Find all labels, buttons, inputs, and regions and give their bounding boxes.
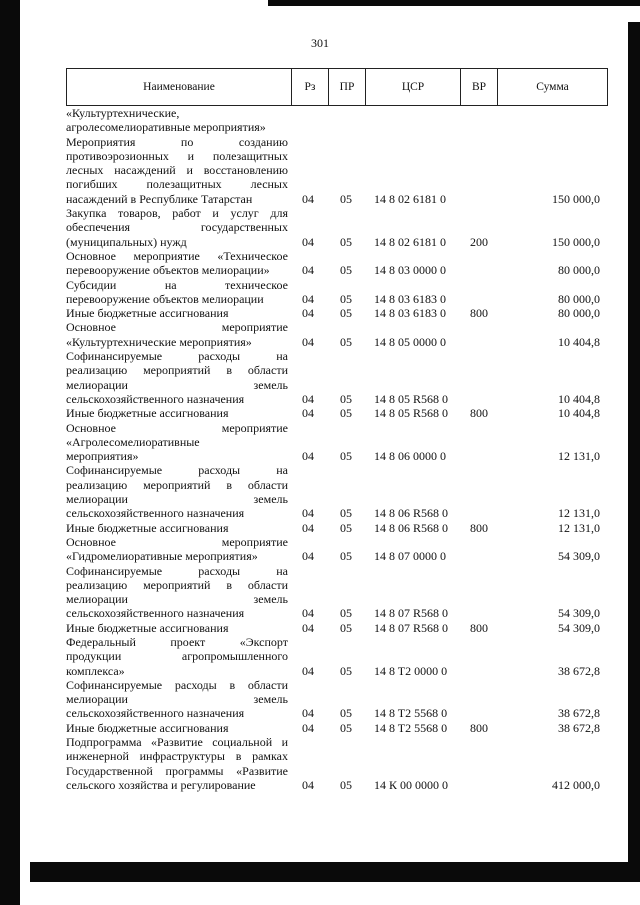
row-name-line: реализацию мероприятий в области — [66, 363, 288, 378]
row-name — [66, 735, 288, 792]
row-name-line: Федеральный проект «Экспорт — [66, 634, 288, 649]
cell-sum: 412 000,0 — [552, 777, 600, 792]
cell-rz: 04 — [302, 263, 314, 278]
cell-sum: 54 309,0 — [558, 620, 600, 635]
cell-csr: 14 8 05 R568 0 — [374, 406, 449, 421]
table-row — [66, 349, 606, 406]
table-row — [66, 463, 606, 520]
cell-vr: 800 — [470, 406, 488, 421]
table-row — [66, 421, 606, 464]
cell-csr: 14 8 05 R568 0 — [374, 391, 449, 406]
row-name — [66, 535, 288, 564]
row-name-line: сельского хозяйства и регулирование — [66, 777, 256, 792]
row-name-line: «Гидромелиоративные мероприятия» — [66, 549, 258, 564]
cell-vr — [464, 263, 494, 277]
cell-vr — [464, 778, 494, 792]
row-name — [66, 521, 288, 535]
cell-sum: 80 000,0 — [558, 263, 600, 278]
row-name-line: Основное мероприятие «Техническое — [66, 248, 288, 263]
row-name-line: мелиорации земель — [66, 377, 288, 392]
cell-vr — [464, 449, 494, 463]
row-name-line: Основное мероприятие — [66, 420, 288, 435]
cell-pr: 05 — [340, 620, 352, 635]
cell-pr: 05 — [340, 263, 352, 278]
cell-pr: 05 — [340, 706, 352, 721]
cell-csr: 14 8 06 R568 0 — [374, 506, 449, 521]
cell-pr: 05 — [340, 506, 352, 521]
cell-vr — [464, 392, 494, 406]
row-name-line: Иные бюджетные ассигнования — [66, 306, 229, 321]
cell-sum: 150 000,0 — [552, 191, 600, 206]
table-row — [66, 721, 606, 735]
table-row — [66, 635, 606, 678]
cell-rz: 04 — [302, 449, 314, 464]
cell-pr: 05 — [340, 606, 352, 621]
row-name-line: Софинансируемые расходы на — [66, 463, 288, 478]
row-name — [66, 106, 288, 135]
cell-csr: 14 8 03 6183 0 — [374, 306, 446, 321]
cell-pr: 05 — [340, 291, 352, 306]
cell-sum: 38 672,8 — [558, 663, 600, 678]
row-name-line: «Культуртехнические мероприятия» — [66, 334, 252, 349]
row-name-line: комплекса» — [66, 663, 125, 678]
cell-rz: 04 — [302, 234, 314, 249]
cell-pr: 05 — [340, 720, 352, 735]
table-row — [66, 206, 606, 249]
header-csr: ЦСР — [365, 68, 461, 106]
cell-csr: 14 8 07 R568 0 — [374, 606, 449, 621]
row-name — [66, 206, 288, 249]
row-name — [66, 278, 288, 307]
cell-vr — [464, 120, 494, 134]
cell-vr — [464, 192, 494, 206]
cell-vr: 800 — [470, 520, 488, 535]
header-name: Наименование — [66, 68, 292, 106]
cell-vr — [464, 292, 494, 306]
row-name-line: обеспечения государственных — [66, 220, 288, 235]
row-name-line: перевооружение объектов мелиорации» — [66, 263, 270, 278]
row-name — [66, 621, 288, 635]
cell-rz: 04 — [302, 306, 314, 321]
cell-pr: 05 — [340, 391, 352, 406]
header-sum: Сумма — [497, 68, 608, 106]
row-name-line: (муниципальных) нужд — [66, 234, 187, 249]
cell-rz: 04 — [302, 391, 314, 406]
cell-csr: 14 8 02 6181 0 — [374, 234, 446, 249]
cell-vr: 800 — [470, 620, 488, 635]
row-name-line: Основное мероприятие — [66, 320, 288, 335]
cell-vr — [464, 706, 494, 720]
cell-sum: 10 404,8 — [558, 406, 600, 421]
row-name — [66, 306, 288, 320]
row-name-line: перевооружение объектов мелиорации — [66, 291, 264, 306]
cell-vr — [464, 549, 494, 563]
row-name-line: лесных насаждений и восстановлению — [66, 163, 288, 178]
cell-vr: 800 — [470, 720, 488, 735]
row-name — [66, 320, 288, 349]
row-name-line: «Агролесомелиоративные — [66, 434, 200, 449]
row-name-line: агролесомелиоративные мероприятия» — [66, 120, 266, 135]
cell-sum: 54 309,0 — [558, 549, 600, 564]
cell-pr: 05 — [340, 234, 352, 249]
row-name — [66, 421, 288, 464]
cell-csr: 14 8 05 0000 0 — [374, 334, 446, 349]
cell-sum: 12 131,0 — [558, 520, 600, 535]
row-name-line: «Культуртехнические, — [66, 106, 180, 120]
row-name-line: Закупка товаров, работ и услуг для — [66, 206, 288, 221]
table-row — [66, 521, 606, 535]
row-name-line: мелиорации земель — [66, 492, 288, 507]
row-name-line: Мероприятия по созданию — [66, 134, 288, 149]
row-name-line: противоэрозионных и полезащитных — [66, 148, 288, 163]
row-name-line: Государственной программы «Развитие — [66, 763, 288, 778]
row-name-line: Основное мероприятие — [66, 534, 288, 549]
row-name — [66, 135, 288, 206]
row-name-line: Подпрограмма «Развитие социальной и — [66, 735, 288, 750]
cell-csr: 14 8 03 0000 0 — [374, 263, 446, 278]
row-name-line: погибших полезащитных лесных — [66, 177, 288, 192]
scan-border-top — [268, 0, 640, 6]
row-name-line: реализацию мероприятий в области — [66, 477, 288, 492]
row-name — [66, 463, 288, 520]
table-row — [66, 249, 606, 278]
table-row — [66, 320, 606, 349]
cell-rz: 04 — [302, 706, 314, 721]
row-name-line: мелиорации земель — [66, 592, 288, 607]
cell-sum: 80 000,0 — [558, 291, 600, 306]
cell-sum: 150 000,0 — [552, 234, 600, 249]
table-row — [66, 135, 606, 206]
table-row — [66, 306, 606, 320]
cell-sum: 80 000,0 — [558, 306, 600, 321]
cell-csr: 14 8 06 0000 0 — [374, 449, 446, 464]
row-name-line: сельскохозяйственного назначения — [66, 706, 245, 721]
cell-csr: 14 8 02 6181 0 — [374, 191, 446, 206]
cell-csr: 14 8 T2 5568 0 — [374, 706, 448, 721]
row-name-line: мероприятия» — [66, 449, 139, 464]
cell-sum: 12 131,0 — [558, 506, 600, 521]
row-name — [66, 564, 288, 621]
cell-sum — [506, 120, 600, 134]
cell-csr: 14 К 00 0000 0 — [374, 777, 449, 792]
cell-pr: 05 — [340, 406, 352, 421]
table-row — [66, 278, 606, 307]
table-row — [66, 678, 606, 721]
cell-vr — [464, 335, 494, 349]
cell-rz: 04 — [302, 606, 314, 621]
cell-pr: 05 — [340, 663, 352, 678]
cell-vr — [464, 606, 494, 620]
cell-sum: 38 672,8 — [558, 720, 600, 735]
table-row — [66, 535, 606, 564]
table-row — [66, 106, 606, 135]
cell-csr: 14 8 03 6183 0 — [374, 291, 446, 306]
cell-sum: 10 404,8 — [558, 391, 600, 406]
row-name-line: Иные бюджетные ассигнования — [66, 406, 229, 421]
cell-csr: 14 8 T2 0000 0 — [374, 663, 448, 678]
cell-pr: 05 — [340, 334, 352, 349]
row-name-line: Иные бюджетные ассигнования — [66, 520, 229, 535]
row-name-line: Субсидии на техническое — [66, 277, 288, 292]
cell-sum: 12 131,0 — [558, 449, 600, 464]
row-name-line: Иные бюджетные ассигнования — [66, 620, 229, 635]
cell-csr: 14 8 06 R568 0 — [374, 520, 449, 535]
cell-rz: 04 — [302, 663, 314, 678]
cell-rz: 04 — [302, 334, 314, 349]
cell-pr: 05 — [340, 777, 352, 792]
cell-csr: 14 8 07 R568 0 — [374, 620, 449, 635]
cell-vr: 200 — [470, 234, 488, 249]
header-pr: ПР — [328, 68, 366, 106]
cell-rz: 04 — [302, 549, 314, 564]
cell-csr: 14 8 T2 5568 0 — [374, 720, 448, 735]
cell-rz: 04 — [302, 291, 314, 306]
cell-rz — [296, 120, 320, 134]
page-number: 301 — [311, 36, 329, 50]
table-row — [66, 735, 606, 792]
table-row — [66, 564, 606, 621]
row-name-line: Софинансируемые расходы на — [66, 349, 288, 364]
table-row — [66, 406, 606, 420]
header-rz: Рз — [291, 68, 329, 106]
row-name-line: Софинансируемые расходы на — [66, 563, 288, 578]
cell-rz: 04 — [302, 720, 314, 735]
row-name-line: сельскохозяйственного назначения — [66, 391, 245, 406]
cell-pr: 05 — [340, 549, 352, 564]
cell-vr: 800 — [470, 306, 488, 321]
header-vr: ВР — [460, 68, 498, 106]
table-body — [66, 106, 606, 792]
cell-pr: 05 — [340, 520, 352, 535]
row-name — [66, 635, 288, 678]
cell-sum: 38 672,8 — [558, 706, 600, 721]
row-name-line: инженерной инфраструктуры в рамках — [66, 749, 288, 764]
cell-vr — [464, 664, 494, 678]
cell-pr: 05 — [340, 306, 352, 321]
table-row — [66, 621, 606, 635]
cell-rz: 04 — [302, 191, 314, 206]
scan-border-left — [0, 0, 20, 905]
row-name-line: насаждений в Республике Татарстан — [66, 191, 253, 206]
row-name-line: сельскохозяйственного назначения — [66, 506, 245, 521]
row-name — [66, 678, 288, 721]
cell-rz: 04 — [302, 520, 314, 535]
row-name-line: продукции агропромышленного — [66, 649, 288, 664]
scan-border-bottom — [30, 862, 640, 882]
row-name — [66, 249, 288, 278]
row-name-line: мелиорации земель — [66, 692, 288, 707]
cell-rz: 04 — [302, 506, 314, 521]
row-name-line: реализацию мероприятий в области — [66, 577, 288, 592]
row-name-line: сельскохозяйственного назначения — [66, 606, 245, 621]
row-name-line: Софинансируемые расходы в области — [66, 677, 288, 692]
cell-rz: 04 — [302, 406, 314, 421]
cell-rz: 04 — [302, 620, 314, 635]
row-name — [66, 406, 288, 420]
cell-sum: 10 404,8 — [558, 334, 600, 349]
cell-pr — [334, 120, 358, 134]
cell-vr — [464, 506, 494, 520]
cell-sum: 54 309,0 — [558, 606, 600, 621]
scan-border-right — [628, 22, 640, 882]
cell-pr: 05 — [340, 191, 352, 206]
row-name — [66, 349, 288, 406]
row-name — [66, 721, 288, 735]
cell-csr: 14 8 07 0000 0 — [374, 549, 446, 564]
cell-pr: 05 — [340, 449, 352, 464]
cell-rz: 04 — [302, 777, 314, 792]
row-name-line: Иные бюджетные ассигнования — [66, 720, 229, 735]
